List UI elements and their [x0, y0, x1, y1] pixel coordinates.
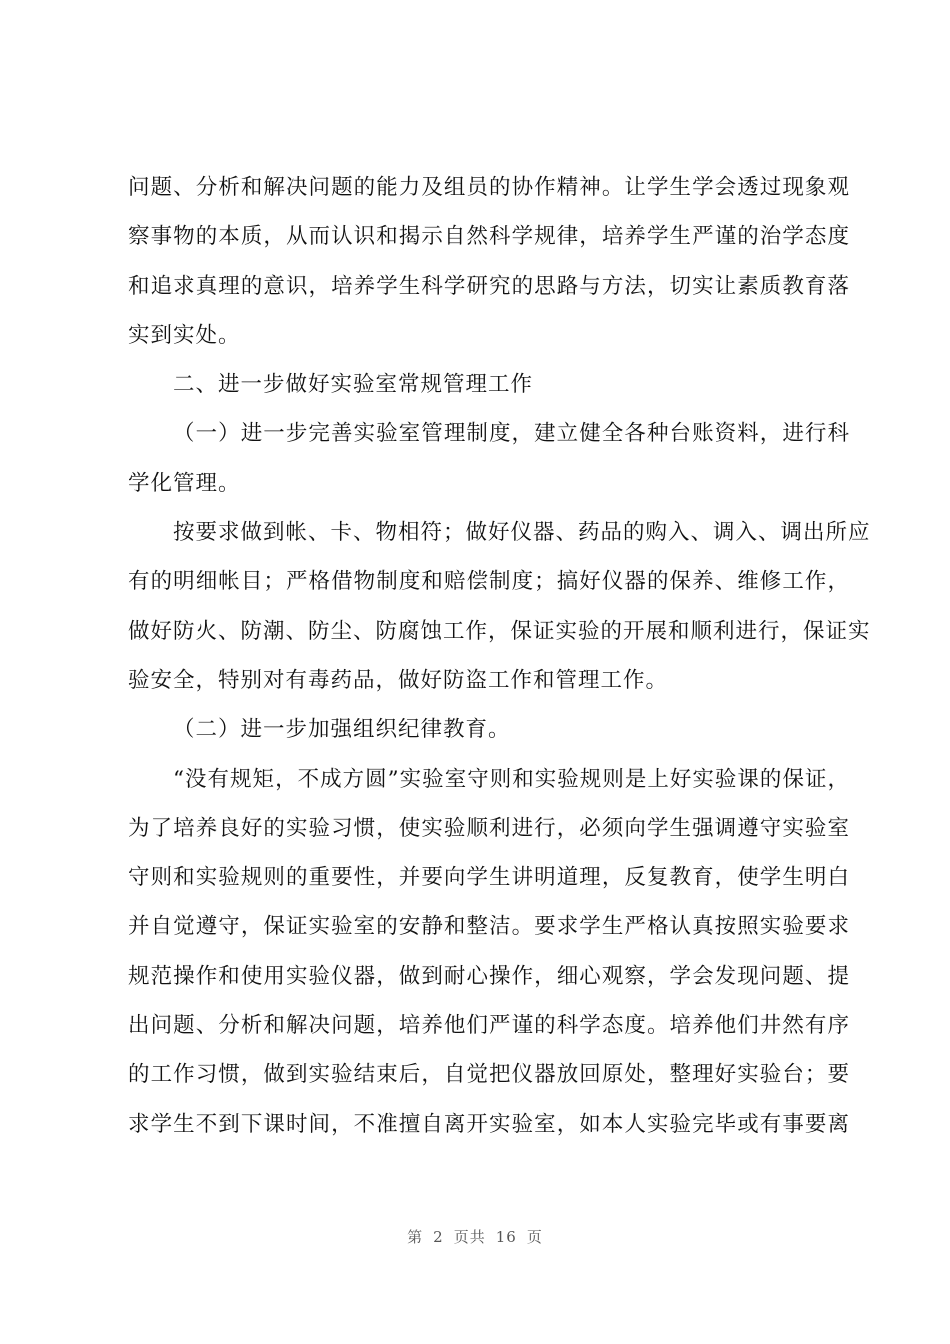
- footer-prefix: 第: [407, 1228, 424, 1246]
- total-page-count: 16: [495, 1228, 517, 1246]
- text-line: “没有规矩，不成方圆”实验室守则和实验规则是上好实验课的保证，: [173, 766, 850, 792]
- text-line: 规范操作和使用实验仪器，做到耐心操作，细心观察，学会发现问题、提: [128, 963, 850, 989]
- paragraph-1: [128, 163, 850, 360]
- text-line: 并自觉遵守，保证实验室的安静和整洁。要求学生严格认真按照实验要求: [128, 914, 850, 940]
- paragraph-6: [128, 755, 850, 1149]
- text-line: 守则和实验规则的重要性，并要向学生讲明道理，反复教育，使学生明白: [128, 865, 850, 891]
- text-line: 实到实处。: [128, 322, 241, 348]
- paragraph-4: [128, 508, 871, 705]
- section-heading: [128, 360, 850, 409]
- footer-middle: 页共: [453, 1228, 486, 1246]
- heading-text: 二、进一步做好实验室常规管理工作: [173, 372, 534, 398]
- heading-text: （二）进一步加强组织纪律教育。: [173, 717, 511, 743]
- text-line: 出问题、分析和解决问题，培养他们严谨的科学态度。培养他们井然有序: [128, 1013, 850, 1039]
- text-line: （一）进一步完善实验室管理制度，建立健全各种台账资料，进行科: [173, 421, 850, 447]
- paragraph-3: [128, 409, 850, 508]
- subsection-heading: [128, 705, 850, 754]
- current-page-number: 2: [433, 1228, 444, 1246]
- text-line: 验安全，特别对有毒药品，做好防盗工作和管理工作。: [128, 667, 669, 693]
- text-line: 求学生不到下课时间，不准擅自离开实验室，如本人实验完毕或有事要离: [128, 1111, 850, 1137]
- text-line: 学化管理。: [128, 470, 241, 496]
- footer-suffix: 页: [526, 1228, 543, 1246]
- text-line: 的工作习惯，做到实验结束后，自觉把仪器放回原处，整理好实验台；要: [128, 1062, 850, 1088]
- text-line: 按要求做到帐、卡、物相符；做好仪器、药品的购入、调入、调出所应: [173, 520, 871, 546]
- page-footer: [0, 1226, 950, 1247]
- text-line: 做好防火、防潮、防尘、防腐蚀工作，保证实验的开展和顺利进行，保证实: [128, 618, 871, 644]
- text-line: 有的明细帐目；严格借物制度和赔偿制度；搞好仪器的保养、维修工作，: [128, 569, 850, 595]
- text-line: 察事物的本质，从而认识和揭示自然科学规律，培养学生严谨的治学态度: [128, 224, 850, 250]
- text-line: 和追求真理的意识，培养学生科学研究的思路与方法，切实让素质教育落: [128, 273, 850, 299]
- document-body: [128, 163, 871, 1149]
- text-line: 为了培养良好的实验习惯，使实验顺利进行，必须向学生强调遵守实验室: [128, 815, 850, 841]
- text-line: 问题、分析和解决问题的能力及组员的协作精神。让学生学会透过现象观: [128, 175, 850, 200]
